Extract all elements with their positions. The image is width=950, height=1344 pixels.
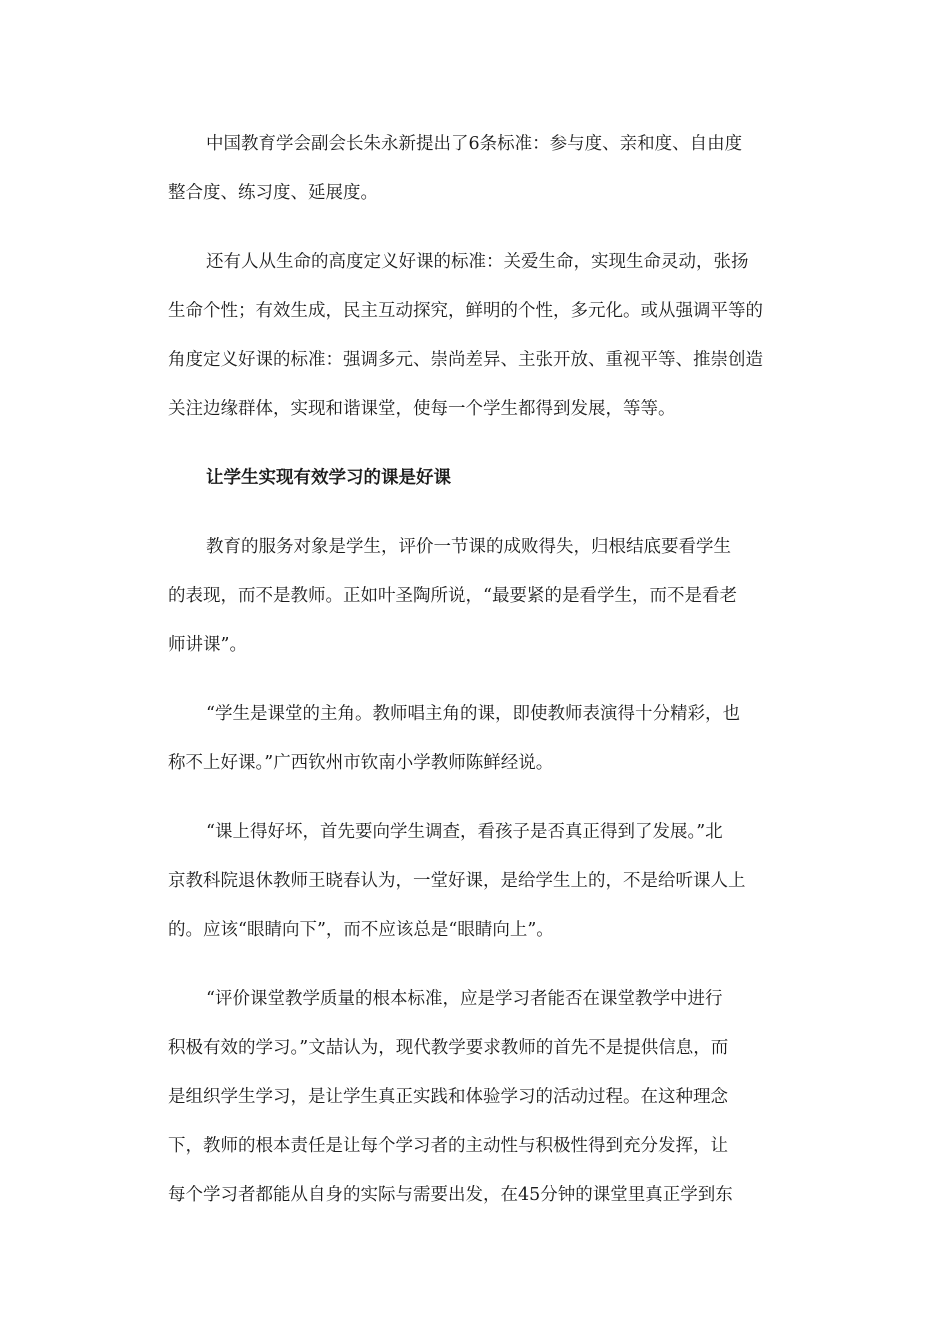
text-line: 生命个性；有效生成，民主互动探究，鲜明的个性，多元化。或从强调平等的 (168, 301, 763, 321)
text-line: “学生是课堂的主角。教师唱主角的课，即使教师表演得十分精彩，也 (206, 704, 740, 724)
text-line: 的表现，而不是教师。正如叶圣陶所说，“最要紧的是看学生，而不是看老 (168, 586, 737, 606)
text-line: 积极有效的学习。”文喆认为，现代教学要求教师的首先不是提供信息，而 (168, 1038, 729, 1058)
paragraph-evaluation-standard (168, 975, 782, 1220)
text-line: 角度定义好课的标准：强调多元、崇尚差异、主张开放、重视平等、推崇创造 (168, 350, 763, 370)
paragraph-lesson-quality (168, 808, 782, 955)
paragraph-student-role (168, 690, 782, 788)
text-line: “评价课堂教学质量的根本标准，应是学习者能否在课堂教学中进行 (206, 989, 723, 1009)
text-line: 还有人从生命的高度定义好课的标准：关爱生命，实现生命灵动，张扬 (206, 252, 749, 272)
paragraph-life-definition (168, 238, 782, 434)
text-line: 教育的服务对象是学生，评价一节课的成败得失，归根结底要看学生 (206, 537, 731, 557)
text-line: 的。应该“眼睛向下”，而不应该总是“眼睛向上”。 (168, 920, 554, 940)
section-heading: 让学生实现有效学习的课是好课 (206, 468, 451, 488)
text-line: 关注边缘群体，实现和谐课堂，使每一个学生都得到发展，等等。 (168, 399, 676, 419)
text-line: 京教科院退休教师王晓春认为，一堂好课，是给学生上的，不是给听课人上 (168, 871, 746, 891)
text-line: 每个学习者都能从自身的实际与需要出发，在45分钟的课堂里真正学到东 (168, 1185, 733, 1205)
text-line: “课上得好坏，首先要向学生调查，看孩子是否真正得到了发展。”北 (206, 822, 723, 842)
text-line: 称不上好课。”广西钦州市钦南小学教师陈鲜经说。 (168, 753, 554, 773)
text-line: 中国教育学会副会长朱永新提出了6条标准：参与度、亲和度、自由度 (206, 134, 743, 154)
text-line: 整合度、练习度、延展度。 (168, 183, 378, 203)
text-line: 是组织学生学习，是让学生真正实践和体验学习的活动过程。在这种理念 (168, 1087, 728, 1107)
text-line: 下，教师的根本责任是让每个学习者的主动性与积极性得到充分发挥，让 (168, 1136, 728, 1156)
paragraph-standards (168, 120, 782, 218)
text-line: 师讲课”。 (168, 635, 247, 655)
paragraph-service-object (168, 523, 782, 670)
document-page (168, 120, 782, 1240)
